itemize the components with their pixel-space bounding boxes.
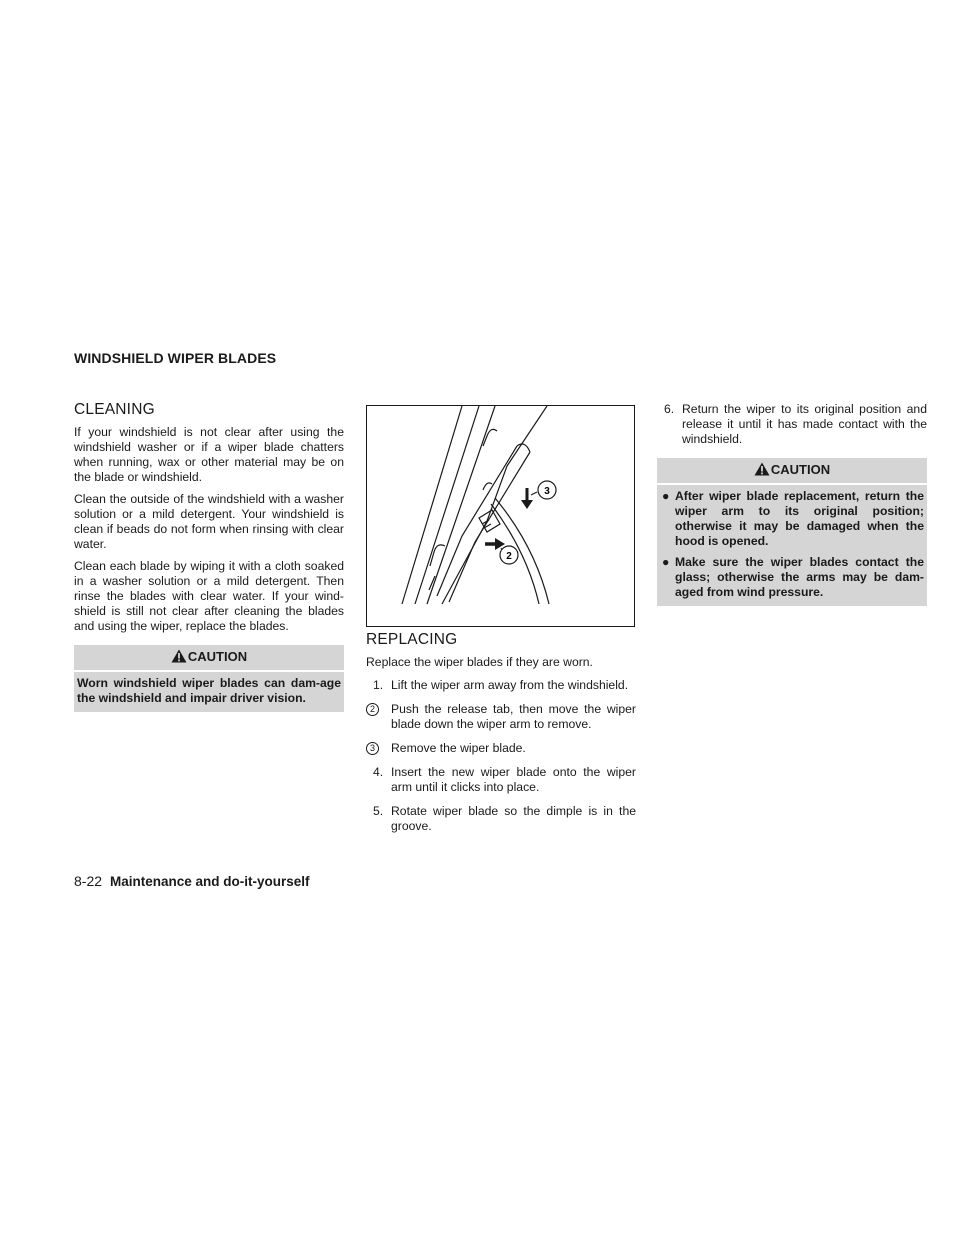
step-circle-marker: 3 — [366, 742, 379, 755]
caution-header — [657, 458, 927, 485]
bullet: ● — [662, 489, 670, 503]
wiper-blade-diagram — [367, 406, 634, 626]
replacing-steps-continued — [657, 402, 927, 447]
replacing-intro: Replace the wiper blades if they are worn. — [366, 655, 593, 669]
list-item: 3 Remove the wiper blade. — [366, 741, 636, 756]
cleaning-paragraph: Clean the outside of the windshield with a washer solution or a mild detergent. Your windshield is clean if beads do not form when rinsing with clear water. — [74, 492, 344, 551]
list-item: ● Make sure the wiper blades contact the glass; otherwise the arms may be dam-aged from wind pressure. — [662, 555, 924, 599]
replacing-column — [366, 632, 636, 843]
warning-triangle-icon — [171, 648, 187, 670]
list-item: 2 Push the release tab, then move the wiper blade down the wiper arm to remove. — [366, 702, 636, 732]
bullet: ● — [662, 555, 670, 569]
caution-label: CAUTION — [187, 649, 248, 664]
replacing-heading: REPLACING — [366, 631, 458, 648]
callout-3: 3 — [544, 486, 550, 497]
caution-list — [657, 485, 927, 600]
caution-label: CAUTION — [770, 462, 831, 477]
caution-text: Worn windshield wiper blades can dam-age the windshield and impair driver vision. — [77, 676, 341, 705]
section-title: WINDSHIELD WIPER BLADES — [74, 350, 277, 366]
cleaning-paragraph: Clean each blade by wiping it with a cloth soaked in a washer solution or a mild detergent. Then rinse the blades with clear water. If your wind-shield is still not clear after cleaning the blades and using the wiper, replace the blades. — [74, 559, 344, 633]
list-item: 6. Return the wiper to its original position and release it until it has made contact with the windshield. — [664, 402, 927, 446]
list-item: ● After wiper blade replacement, return the wiper arm to its original position; otherwise it may be damaged when the hood is opened. — [662, 489, 924, 548]
right-column — [657, 402, 927, 606]
caution-box — [74, 645, 344, 712]
replacing-steps — [366, 678, 636, 834]
page-number: 8-22 — [74, 873, 103, 889]
callout-2: 2 — [506, 551, 512, 562]
cleaning-paragraph: If your windshield is not clear after using the windshield washer or if a wiper blade chatters when running, wax or other material may be on the blade or windshield. — [74, 425, 344, 484]
list-item: 1. Lift the wiper arm away from the windshield. — [373, 678, 629, 692]
list-item: 4. Insert the new wiper blade onto the wiper arm until it clicks into place. — [373, 765, 636, 794]
chapter-title: Maintenance and do-it-yourself — [110, 874, 310, 889]
cleaning-column — [74, 402, 344, 712]
list-item: 5. Rotate wiper blade so the dimple is in the groove. — [373, 804, 636, 833]
step-circle-marker: 2 — [366, 703, 379, 716]
page-footer — [74, 873, 310, 889]
warning-triangle-icon — [754, 461, 770, 483]
caution-box — [657, 458, 927, 606]
cleaning-heading: CLEANING — [74, 401, 155, 418]
caution-header — [74, 645, 344, 672]
wiper-illustration — [366, 405, 635, 627]
